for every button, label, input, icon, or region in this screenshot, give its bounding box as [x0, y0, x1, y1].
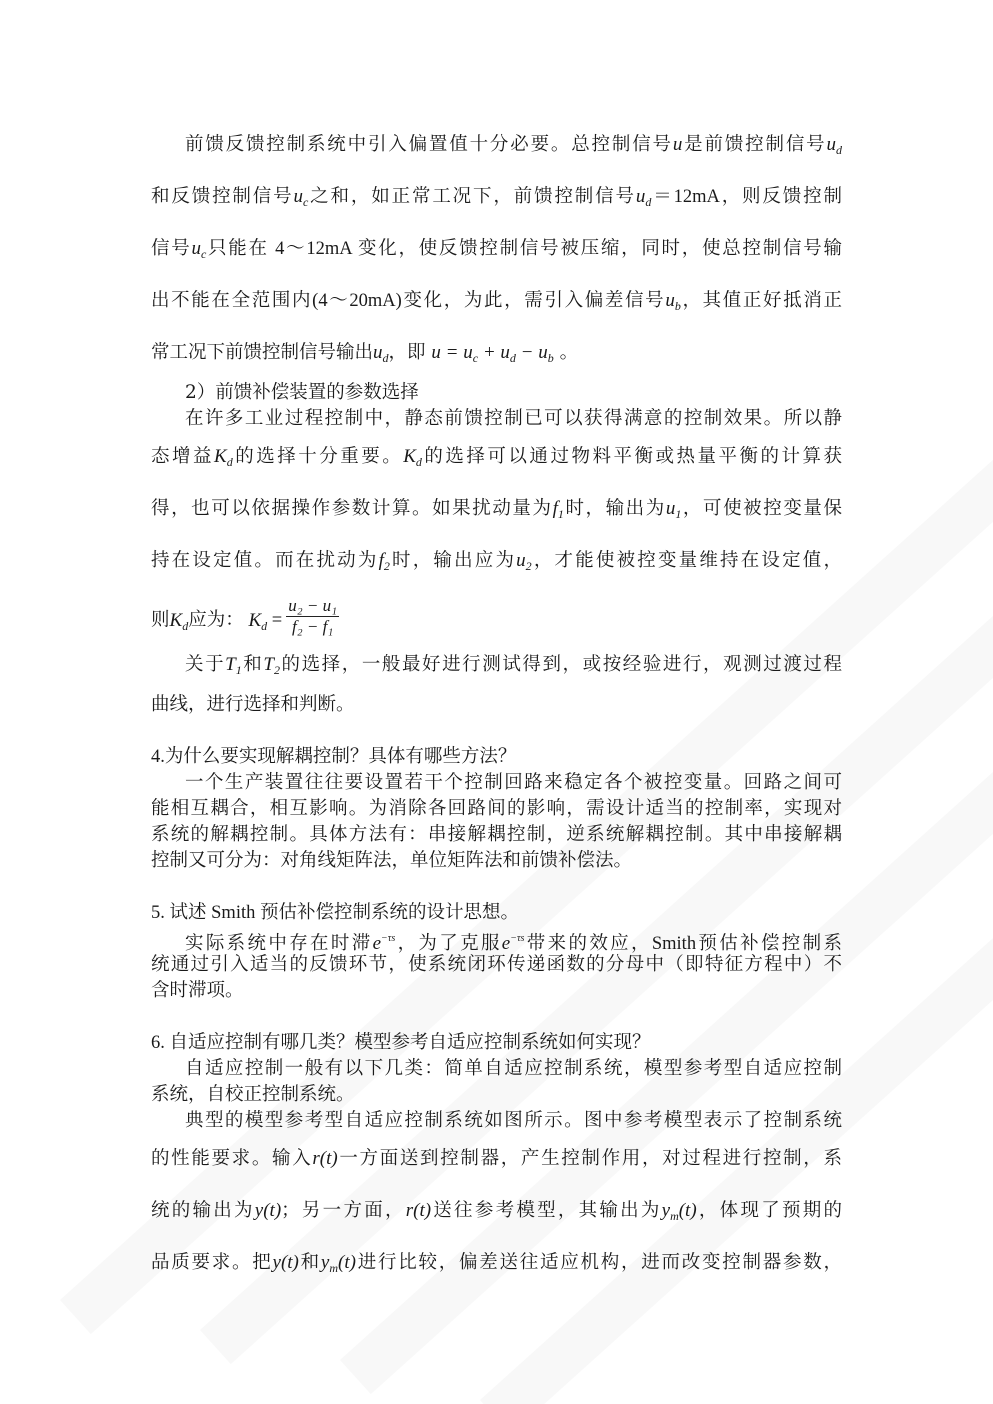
- text-run: 曲线，进行选择和判断。: [151, 694, 355, 715]
- text-run: 和: [241, 654, 264, 675]
- variable-subscript: b: [547, 351, 554, 365]
- variable-subscript: d: [645, 195, 652, 209]
- text-run: 送往参考模型，其输出为: [431, 1200, 662, 1221]
- text-run: 出不能在全范围内: [151, 290, 313, 311]
- math-variable: [273, 1252, 299, 1273]
- variable-symbol: u = u: [431, 342, 473, 363]
- variable-subscript: d: [261, 618, 268, 633]
- variable-symbol: K: [169, 609, 183, 631]
- variable-symbol: T: [225, 654, 236, 675]
- text-run: 持在设定值。而在扰动为: [151, 550, 379, 571]
- latin-text: Smith: [651, 934, 697, 954]
- variable-symbol: y: [320, 1252, 330, 1273]
- variable-subscript: c: [200, 247, 207, 261]
- text-run: 系统的解耦控制。具体方法有：串接解耦控制，逆系统解耦控制。其中串接解耦: [151, 824, 842, 845]
- latin-text: Smith: [206, 903, 260, 923]
- variable-symbol: r(t): [405, 1200, 432, 1221]
- text-run: ，才能使被控变量维持在设定值，: [531, 550, 842, 571]
- text-run: 只能在: [206, 238, 269, 259]
- math-variable: [379, 550, 390, 571]
- text-line: [151, 796, 842, 822]
- text-run: 之和，如正常工况下，前馈控制信号: [308, 186, 636, 207]
- text-line: [151, 548, 842, 574]
- variable-symbol: K: [243, 609, 262, 631]
- variable-symbol: u: [826, 134, 836, 155]
- text-run: 和: [298, 1252, 321, 1273]
- variable-symbol: r(t): [312, 1148, 338, 1169]
- variable-symbol: u: [373, 342, 383, 363]
- math-variable: [406, 1200, 431, 1221]
- text-run: 一个生产装置往往要设置若干个控制回路来稳定各个被控变量。回路之间可: [185, 772, 842, 793]
- variable-symbol: u: [672, 134, 683, 155]
- text-run: 则: [151, 609, 170, 631]
- text-run: 一方面送到控制器，产生控制作用，对过程进行控制，系: [337, 1148, 842, 1169]
- text-line: [151, 288, 842, 314]
- variable-subscript: 2: [273, 663, 280, 677]
- latin-text: 4～12mA: [268, 239, 358, 259]
- text-run: 自适应控制一般有以下几类：简单自适应控制系统，模型参考型自适应控制: [185, 1058, 842, 1079]
- text-run: 预估补偿控制系: [696, 933, 842, 954]
- math-variable: [225, 654, 242, 675]
- text-run: 的性能要求。输入: [151, 1148, 313, 1169]
- text-run: 预估补偿控制系统的设计思想。: [259, 902, 519, 923]
- text-line: [151, 952, 842, 978]
- text-run: 为什么要实现解耦控制？具体有哪些方法？: [164, 746, 517, 767]
- variable-subscript: d: [226, 455, 233, 469]
- text-line: [151, 848, 842, 874]
- text-run: 统通过引入适当的反馈环节，使系统闭环传递函数的分母中（即特征方程中）不: [151, 954, 842, 975]
- variable-subscript: 1: [675, 507, 682, 521]
- math-variable: [373, 933, 396, 954]
- math-variable: [214, 446, 233, 467]
- variable-symbol: (t): [338, 1252, 356, 1273]
- text-line: [185, 770, 842, 796]
- variable-symbol: (t): [678, 1200, 697, 1221]
- math-variable: [666, 498, 682, 519]
- variable-subscript: d: [382, 351, 389, 365]
- math-variable: [478, 342, 516, 363]
- variable-symbol: K: [214, 446, 227, 467]
- text-run: 关于: [185, 654, 226, 675]
- variable-symbol: u: [635, 186, 646, 207]
- text-run: ，为了克服: [395, 933, 502, 954]
- math-variable: [321, 1252, 338, 1273]
- fraction-numerator: u₂ − u₁: [288, 596, 338, 615]
- latin-text: ＝12mA: [651, 187, 720, 207]
- text-run: 前馈反馈控制系统中引入偏置值十分必要。总控制信号: [185, 134, 673, 155]
- fraction-denominator: f₂ − f₁: [291, 617, 334, 636]
- math-variable: [636, 186, 652, 207]
- text-run: 的选择十分重要。: [232, 446, 404, 467]
- text-run: 常工况下前馈控制信号输出: [151, 342, 374, 363]
- variable-subscript: 1: [557, 507, 564, 521]
- variable-subscript: d: [182, 618, 189, 633]
- variable-symbol: u: [191, 238, 201, 259]
- text-line: [151, 1198, 842, 1224]
- text-run: 态增益: [151, 446, 215, 467]
- math-variable: [191, 238, 206, 259]
- math-variable: [170, 610, 189, 631]
- math-variable: [338, 1252, 356, 1273]
- text-line: [151, 1082, 842, 1108]
- fraction-formula: [286, 596, 339, 637]
- text-run: 带来的效应，: [524, 933, 652, 954]
- variable-symbol: f: [552, 498, 558, 519]
- text-run: 时，输出为: [563, 498, 666, 519]
- math-variable: [826, 134, 842, 155]
- variable-symbol: u: [293, 186, 303, 207]
- variable-subscript: 2: [525, 559, 532, 573]
- text-run: 含时滞项。: [151, 980, 244, 1001]
- variable-subscript: d: [835, 143, 842, 157]
- text-line: [151, 978, 842, 1004]
- latin-text: 4.: [151, 747, 165, 767]
- variable-subscript: d: [415, 455, 422, 469]
- text-line: [151, 340, 842, 366]
- variable-subscript: c: [472, 351, 479, 365]
- variable-symbol: e: [501, 933, 511, 954]
- text-line: [151, 1146, 842, 1172]
- text-run: ，即: [388, 342, 432, 363]
- text-run: 系统，自校正控制系统。: [151, 1084, 355, 1105]
- variable-symbol: f: [378, 550, 384, 571]
- variable-symbol: y: [661, 1200, 671, 1221]
- text-run: 品质要求。把: [151, 1252, 273, 1273]
- variable-subscript: b: [674, 299, 681, 313]
- text-run: 典型的模型参考型自适应控制系统如图所示。图中参考模型表示了控制系统: [185, 1110, 842, 1131]
- variable-symbol: y(t): [272, 1252, 299, 1273]
- text-run: 时，输出应为: [389, 550, 517, 571]
- math-variable: [679, 1200, 697, 1221]
- text-run: 自适应控制有哪几类？模型参考自适应控制系统如何实现？: [169, 1032, 651, 1053]
- latin-text: =: [267, 610, 283, 631]
- math-variable: [403, 446, 422, 467]
- text-run: 应为：: [188, 609, 244, 631]
- variable-superscript: −τs: [510, 933, 525, 944]
- text-run: 和反馈控制信号: [151, 186, 294, 207]
- variable-superscript: −τs: [381, 933, 396, 944]
- text-line: [185, 1108, 842, 1134]
- text-line: [151, 1030, 842, 1056]
- math-variable: [263, 654, 280, 675]
- text-run: 在许多工业过程控制中，静态前馈控制已可以获得满意的控制效果。所以静: [185, 408, 842, 429]
- latin-text: (4～20mA): [312, 291, 402, 311]
- text-line: [151, 1250, 842, 1276]
- text-run: ，则反馈控制: [719, 186, 842, 207]
- variable-symbol: T: [263, 654, 274, 675]
- text-line: [185, 652, 842, 678]
- text-line: [185, 132, 842, 158]
- math-variable: [431, 342, 478, 363]
- text-line: [185, 926, 842, 952]
- math-variable: [665, 290, 681, 311]
- text-run: 控制又可分为：对角线矩阵法，单位矩阵法和前馈补偿法。: [151, 850, 633, 871]
- text-run: 统的输出为: [151, 1200, 255, 1221]
- text-run: ；另一方面，: [281, 1200, 406, 1221]
- text-run: 是前馈控制信号: [682, 134, 827, 155]
- math-variable: [312, 1148, 337, 1169]
- text-run: 的选择可以通过物料平衡或热量平衡的计算获: [421, 446, 842, 467]
- text-run: 实际系统中存在时滞: [185, 933, 373, 954]
- text-line: [185, 406, 842, 432]
- math-variable: [516, 342, 554, 363]
- variable-subscript: c: [303, 195, 309, 209]
- latin-text: 5.: [151, 903, 170, 923]
- math-variable: [502, 933, 525, 954]
- latin-text: 6.: [151, 1033, 170, 1053]
- text-line: [185, 380, 842, 406]
- text-run: 2）前馈补偿装置的参数选择: [185, 382, 419, 403]
- text-run: ，其值正好抵消正: [680, 290, 842, 311]
- math-variable: [662, 1200, 679, 1221]
- variable-subscript: 1: [235, 663, 242, 677]
- text-run: 试述: [169, 902, 207, 923]
- math-variable: [553, 498, 564, 519]
- text-run: ，体现了预期的: [696, 1200, 842, 1221]
- variable-symbol: u: [516, 550, 526, 571]
- text-line: [151, 822, 842, 848]
- text-line: [151, 496, 842, 522]
- math-variable: [294, 186, 309, 207]
- variable-subscript: m: [670, 1209, 679, 1223]
- text-line: [151, 444, 842, 470]
- math-variable: [516, 550, 532, 571]
- text-line: [185, 1056, 842, 1082]
- variable-symbol: − u: [515, 342, 548, 363]
- math-variable: [255, 1200, 281, 1221]
- text-run: 变化，为此，需引入偏差信号: [401, 290, 666, 311]
- variable-symbol: e: [372, 933, 382, 954]
- text-run: 能相互耦合，相互影响。为消除各回路间的影响，需设计适当的控制率，实现对: [151, 798, 842, 819]
- text-run: 的选择，一般最好进行测试得到，或按经验进行，观测过渡过程: [279, 654, 842, 675]
- text-run: 变化，使反馈控制信号被压缩，同时，使总控制信号输: [357, 238, 842, 259]
- variable-subscript: 2: [383, 559, 390, 573]
- variable-symbol: y(t): [254, 1200, 282, 1221]
- text-line: [151, 744, 842, 770]
- math-variable: [373, 342, 389, 363]
- variable-subscript: d: [509, 351, 516, 365]
- text-run: 进行比较，偏差送往适应机构，进而改变控制器参数，: [355, 1252, 842, 1273]
- text-run: ，可使被控变量保: [681, 498, 842, 519]
- text-run: 得，也可以依据操作参数计算。如果扰动量为: [151, 498, 553, 519]
- text-run: 信号: [151, 238, 192, 259]
- variable-symbol: K: [403, 446, 416, 467]
- variable-subscript: m: [329, 1261, 339, 1275]
- text-line: [151, 184, 842, 210]
- variable-symbol: u: [665, 290, 675, 311]
- text-line: [151, 236, 842, 262]
- text-run: 。: [553, 342, 579, 363]
- text-line: [151, 900, 842, 926]
- variable-symbol: + u: [478, 342, 510, 363]
- text-line: [151, 692, 842, 718]
- math-variable: [673, 134, 683, 155]
- text-line: [151, 596, 842, 636]
- variable-symbol: u: [665, 498, 676, 519]
- math-variable: [244, 610, 267, 631]
